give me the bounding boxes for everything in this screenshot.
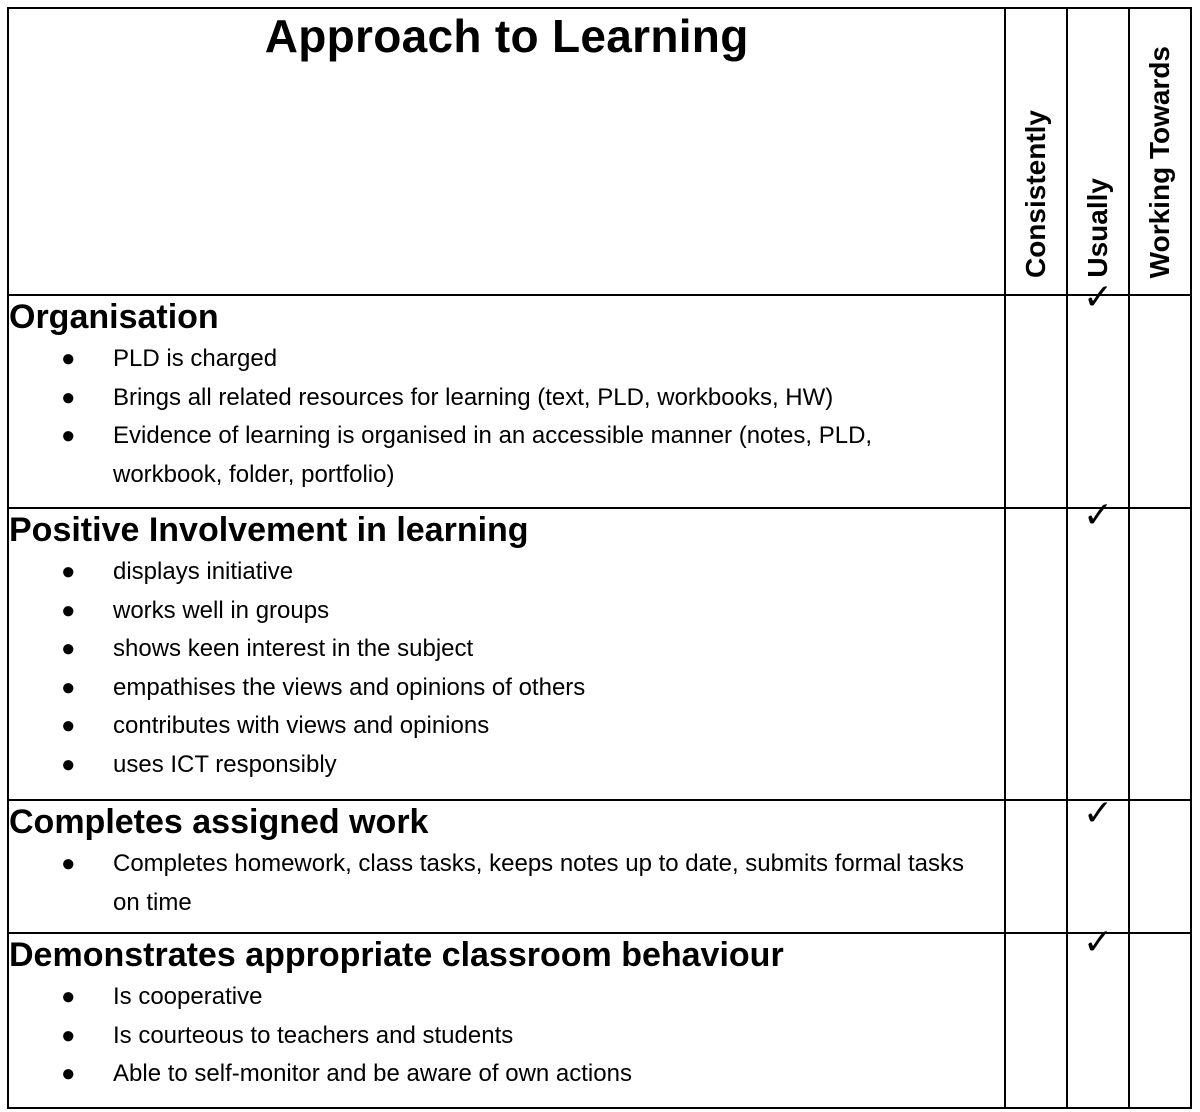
list-item (9, 340, 1004, 379)
section-row-positive-involvement (8, 508, 1191, 800)
rating-cell-consistently (1005, 295, 1067, 508)
page-title: Approach to Learning (264, 10, 749, 62)
checkmark-icon: ✓ (1083, 921, 1114, 962)
rating-cell-working-towards (1129, 933, 1191, 1108)
column-label-usually: Usually (1082, 178, 1114, 278)
column-header-usually (1067, 8, 1129, 295)
section-title-positive-involvement: Positive Involvement in learning (9, 511, 529, 549)
criterion-text: uses ICT responsibly (113, 750, 337, 778)
rating-cell-consistently (1005, 800, 1067, 933)
rating-cell-consistently (1005, 933, 1067, 1108)
criterion-text: empathises the views and opinions of others (113, 673, 586, 701)
list-item (9, 1055, 1004, 1094)
bullet-icon: ● (61, 983, 76, 1010)
bullet-icon: ● (61, 345, 76, 372)
approach-to-learning-table (7, 7, 1192, 1109)
list-item (9, 845, 1004, 922)
checkmark-icon: ✓ (1083, 494, 1114, 535)
criterion-text: Able to self-monitor and be aware of own actions (113, 1060, 632, 1087)
criterion-text: works well in groups (113, 596, 330, 624)
list-item (9, 707, 1004, 746)
bullet-icon: ● (61, 712, 76, 739)
criterion-text: contributes with views and opinions (113, 712, 490, 739)
bullet-icon: ● (61, 383, 76, 411)
criteria-list (9, 845, 1004, 922)
criterion-text: Brings all related resources for learning (text, PLD, workbooks, HW) (113, 383, 834, 411)
header-row (8, 8, 1191, 295)
rating-cell-consistently (1005, 508, 1067, 800)
criterion-text: PLD is charged (113, 345, 278, 372)
rating-cell-working-towards (1129, 800, 1191, 933)
section-cell (8, 800, 1005, 933)
criterion-text: displays initiative (113, 558, 294, 585)
bullet-icon: ● (61, 850, 76, 877)
rating-cell-working-towards (1129, 295, 1191, 508)
list-item (9, 553, 1004, 592)
section-title-organisation: Organisation (9, 298, 219, 336)
bullet-icon: ● (61, 1060, 76, 1087)
bullet-icon: ● (61, 750, 76, 778)
section-row-organisation (8, 295, 1191, 508)
bullet-icon: ● (61, 1021, 76, 1049)
criteria-list (9, 553, 1004, 784)
list-item (9, 746, 1004, 785)
bullet-icon: ● (61, 596, 76, 624)
list-item (9, 379, 1004, 418)
list-item (9, 630, 1004, 669)
bullet-icon: ● (61, 558, 76, 585)
column-header-consistently (1005, 8, 1067, 295)
bullet-icon: ● (61, 635, 76, 662)
section-title-completes-assigned-work: Completes assigned work (9, 803, 429, 841)
bullet-icon: ● (61, 422, 76, 449)
list-item (9, 592, 1004, 631)
rating-cell-usually (1067, 276, 1129, 508)
criterion-text: shows keen interest in the subject (113, 635, 474, 662)
criterion-text: Is courteous to teachers and students (113, 1021, 514, 1049)
criterion-text: Completes homework, class tasks, keeps notes up to date, submits formal tasks on time (113, 850, 965, 916)
section-row-classroom-behaviour (8, 933, 1191, 1108)
list-item (9, 669, 1004, 708)
criteria-list (9, 978, 1004, 1094)
criterion-text: Is cooperative (113, 983, 263, 1010)
section-cell (8, 295, 1005, 508)
criteria-list (9, 340, 1004, 494)
section-row-completes-assigned-work (8, 800, 1191, 933)
section-cell (8, 933, 1005, 1108)
list-item (9, 978, 1004, 1017)
criterion-text: Evidence of learning is organised in an accessible manner (notes, PLD, workbook, folder, portfolio) (113, 422, 873, 488)
column-label-working-towards: Working Towards (1144, 45, 1176, 278)
title-cell (8, 8, 1005, 295)
section-title-classroom-behaviour: Demonstrates appropriate classroom behaviour (9, 936, 784, 974)
bullet-icon: ● (61, 673, 76, 701)
checkmark-icon: ✓ (1083, 276, 1114, 317)
section-cell (8, 508, 1005, 800)
column-label-consistently: Consistently (1020, 109, 1052, 278)
list-item (9, 417, 1004, 494)
checkmark-icon: ✓ (1083, 792, 1114, 833)
rating-cell-usually (1067, 494, 1129, 800)
list-item (9, 1017, 1004, 1056)
column-header-working-towards (1129, 8, 1191, 295)
rating-cell-usually (1067, 921, 1129, 1108)
rating-cell-usually (1067, 792, 1129, 933)
rating-cell-working-towards (1129, 508, 1191, 800)
